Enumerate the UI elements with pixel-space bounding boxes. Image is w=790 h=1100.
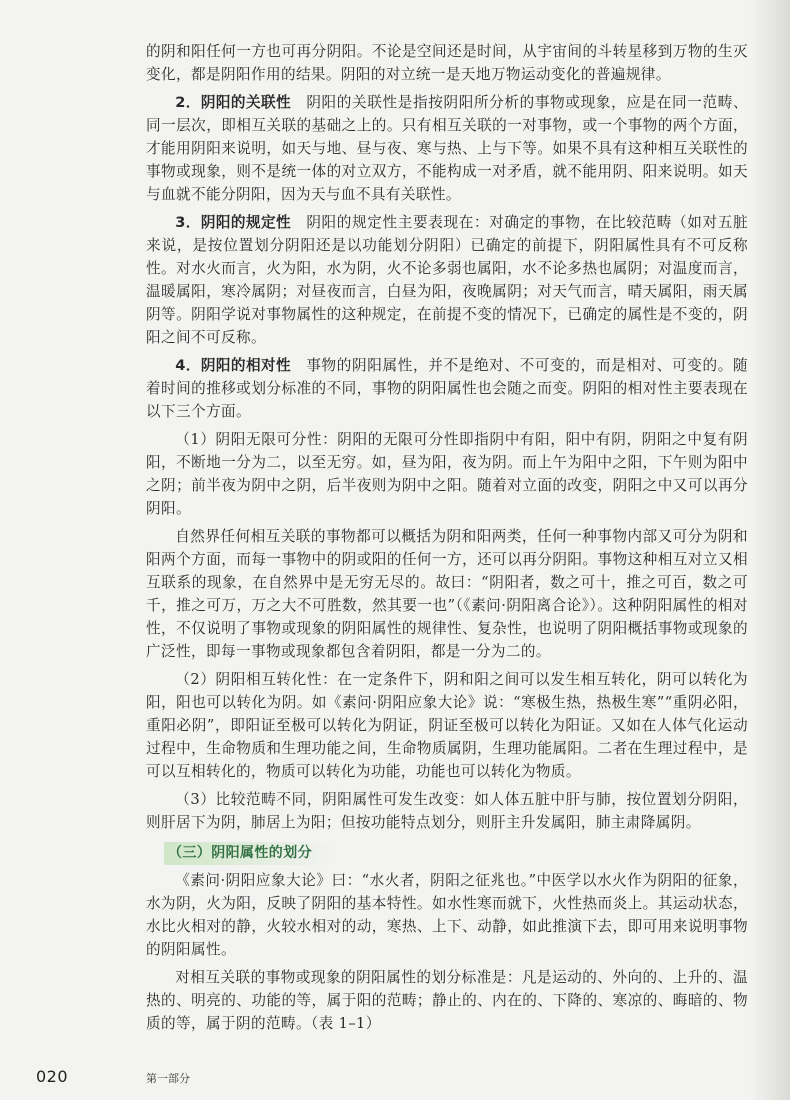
body-text: [146, 40, 748, 1035]
subsection-title: 2．阴阳的关联性: [175, 94, 292, 111]
paragraph: [146, 428, 748, 520]
paragraph-text: 的阴和阳任何一方也可再分阴阳。不论是空间还是时间，从宇宙间的斗转星移到万物的生灭变化，都是阴阳作用的结果。阴阳的对立统一是天地万物运动变化的普遍规律。: [146, 43, 748, 83]
paragraph-text: （2）阴阳相互转化性：在一定条件下，阴和阳之间可以发生相互转化，阴可以转化为阳，阳也可以转化为阴。如《素问·阴阳应象大论》说：“寒极生热，热极生寒”“重阴必阳，重阳必阴”，即阳证至极可以转化为阴证，阴证至极可以转化为阳证。又如在人体气化运动过程中，生命物质和生理功能之间，生命物质属阴，生理功能属阳。二者在生理过程中，是可以互相转化的，物质可以转化为功能，功能也可以转化为物质。: [146, 671, 748, 780]
paragraph-text: （3）比较范畴不同，阴阳属性可发生改变：如人体五脏中肝与肺，按位置划分阴阳，则肝居下为阴，肺居上为阳；但按功能特点划分，则肝主升发属阳，肺主肃降属阴。: [146, 791, 748, 831]
paragraph-text: 事物的阴阳属性，并不是绝对、不可变的，而是相对、可变的。随着时间的推移或划分标准的不同，事物的阴阳属性也会随之而变。阴阳的相对性主要表现在以下三个方面。: [146, 357, 748, 420]
paragraph-text: 自然界任何相互关联的事物都可以概括为阴和阳两类，任何一种事物内部又可分为阴和阳两个方面，而每一事物中的阴或阳的任何一方，还可以再分阴阳。事物这种相互对立又相互联系的现象，在自然界中是无穷无尽的。故曰：“阴阳者，数之可十，推之可百，数之可千，推之可万，万之大不可胜数，然其要一也”（《素问·阴阳离合论》）。这种阴阳属性的相对性，不仅说明了事物或现象的阴阳属性的规律性、复杂性，也说明了阴阳概括事物或现象的广泛性，即每一事物或现象都包含着阴阳，都是一分为二的。: [146, 528, 748, 660]
paragraph-relativity: [146, 354, 748, 423]
paragraph-text: 阴阳的规定性主要表现在：对确定的事物，在比较范畴（如对五脏来说，是按位置划分阴阳还是以功能划分阴阳）已确定的前提下，阴阳属性具有不可反称性。对水火而言，火为阳，水为阴，火不论多弱也属阳，水不论多热也属阴；对温度而言，温暖属阳，寒冷属阴；对昼夜而言，白昼为阳，夜晚属阴；对天气而言，晴天属阳，雨天属阴等。阴阳学说对事物属性的这种规定，在前提不变的情况下，已确定的属性是不变的，阴阳之间不可反称。: [146, 214, 748, 346]
paragraph: [146, 40, 748, 86]
page-edge-shadow: [750, 0, 790, 1100]
page-number: 020: [36, 1067, 69, 1086]
paragraph-relevance: [146, 91, 748, 206]
subsection-title: 4．阴阳的相对性: [175, 357, 292, 374]
paragraph: [146, 668, 748, 783]
paragraph: [146, 869, 748, 961]
section-heading-row: [146, 841, 748, 865]
paragraph-text: 《素问·阴阳应象大论》曰：“水火者，阴阳之征兆也。”中医学以水火作为阴阳的征象，水为阴，火为阳，反映了阴阳的基本特性。如水性寒而就下，火性热而炎上。其运动状态，水比火相对的静，火较水相对的动，寒热、上下、动静，如此推演下去，即可用来说明事物的阴阳属性。: [146, 872, 748, 958]
paragraph-text: （1）阴阳无限可分性：阴阳的无限可分性即指阴中有阳，阳中有阴，阴阳之中复有阴阳，不断地一分为二，以至无穷。如，昼为阳，夜为阴。而上午为阳中之阳，下午则为阳中之阴；前半夜为阴中之阴，后半夜则为阴中之阳。随着对立面的改变，阴阳之中又可以再分阴阳。: [146, 431, 748, 517]
paragraph: [146, 788, 748, 834]
part-label: 第一部分: [146, 1072, 190, 1085]
paragraph: [146, 525, 748, 663]
paragraph-text: 对相互关联的事物或现象的阴阳属性的划分标准是：凡是运动的、外向的、上升的、温热的、明亮的、功能的等，属于阳的范畴；静止的、内在的、下降的、寒凉的、晦暗的、物质的等，属于阴的范畴。（表 1–1）: [146, 969, 748, 1032]
section-heading: （三）阴阳属性的划分: [164, 842, 336, 865]
paragraph: [146, 966, 748, 1035]
paragraph-definiteness: [146, 211, 748, 349]
subsection-title: 3．阴阳的规定性: [175, 214, 292, 231]
paragraph-text: 阴阳的关联性是指按阴阳所分析的事物或现象，应是在同一范畴、同一层次，即相互关联的基础之上的。只有相互关联的一对事物，或一个事物的两个方面，才能用阴阳来说明，如天与地、昼与夜、寒与热、上与下等。如果不具有这种相互关联性的事物或现象，则不是统一体的对立双方，不能构成一对矛盾，就不能用阴、阳来说明。如天与血就不能分阴阳，因为天与血不具有关联性。: [146, 94, 748, 203]
